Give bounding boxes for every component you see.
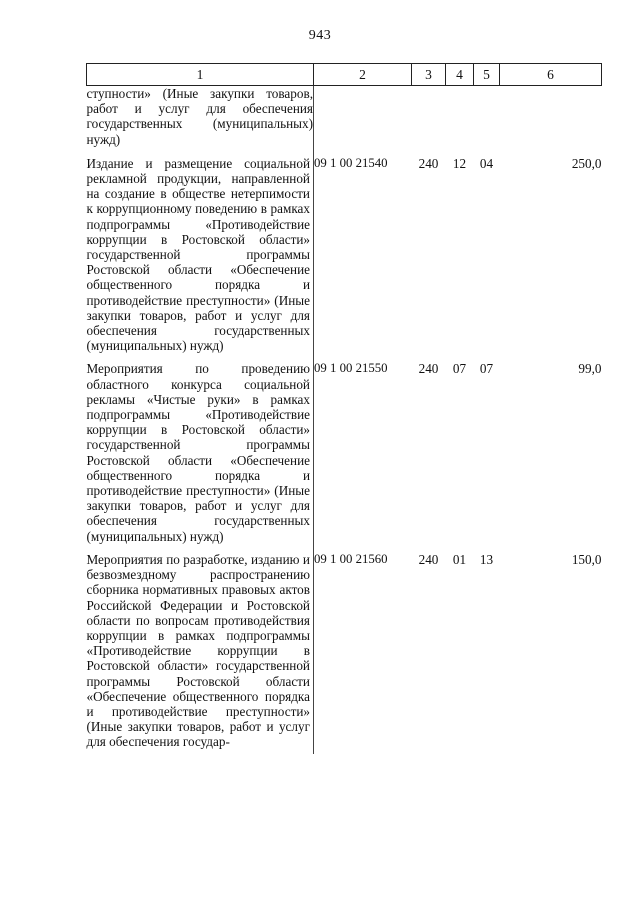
table-row <box>87 357 602 547</box>
header-col-5: 5 <box>474 64 500 86</box>
budget-table <box>86 63 602 754</box>
row-description: Мероприятия по проведению областного конкурса социальной рекламы «Чистые руки» в рамках подпрограммы «Противодействие коррупции в Ростовской области» государственной программы Ростовской области «Обеспечение общественного порядка и противодействие преступности» (Иные закупки товаров, работ и услуг для обеспечения государственных (муниципальных) нужд) <box>87 357 314 547</box>
row-subsection: 04 <box>479 155 494 171</box>
row-amount: 99,0 <box>578 361 602 377</box>
row-description: Мероприятия по разработке, изданию и безвозмездному распространению сборника нормативных правовых актов Российской Федерации и Ростовской области по вопросам противодействия коррупции в рамках подпрограммы «Противодействие коррупции в Ростовской области» государственной программы Ростовской области «Обеспечение общественного порядка и противодействие преступности» (Иные закупки товаров, работ и услуг для обеспечения государ- <box>87 548 314 754</box>
page-number: 943 <box>308 28 332 43</box>
row-expense-type: 240 <box>418 361 439 377</box>
row-section: 07 <box>452 361 467 377</box>
header-col-6: 6 <box>500 64 602 86</box>
table-row-continuation <box>87 86 602 152</box>
table-row <box>87 548 602 754</box>
row-description: Издание и размещение социальной рекламной продукции, направленной на создание в обществе нетерпимости к коррупционному поведению в рамках подпрограммы «Противодействие коррупции в Ростовской области» государственной программы Ростовской области «Обеспечение общественного порядка и противодействие преступности» (Иные закупки товаров, работ и услуг для обеспечения государственных (муниципальных) нужд) <box>87 152 314 358</box>
row-expense-type: 240 <box>418 155 439 171</box>
header-col-2: 2 <box>314 64 412 86</box>
header-row <box>87 64 602 86</box>
row-amount: 150,0 <box>571 551 602 567</box>
row-amount: 250,0 <box>571 155 602 171</box>
row-section: 01 <box>452 551 467 567</box>
row-target-code: 09 1 00 21540 <box>314 155 388 170</box>
header-col-4: 4 <box>446 64 474 86</box>
row-description: ступности» (Иные закупки товаров, работ и услуг для обеспечения государственных (муниципальных) нужд) <box>87 86 314 152</box>
row-section: 12 <box>452 155 467 171</box>
row-subsection: 13 <box>479 551 494 567</box>
row-expense-type: 240 <box>418 551 439 567</box>
header-col-1: 1 <box>87 64 314 86</box>
row-target-code: 09 1 00 21550 <box>314 361 388 376</box>
row-target-code: 09 1 00 21560 <box>314 551 388 566</box>
table-row <box>87 152 602 358</box>
row-subsection: 07 <box>479 361 494 377</box>
header-col-3: 3 <box>412 64 446 86</box>
